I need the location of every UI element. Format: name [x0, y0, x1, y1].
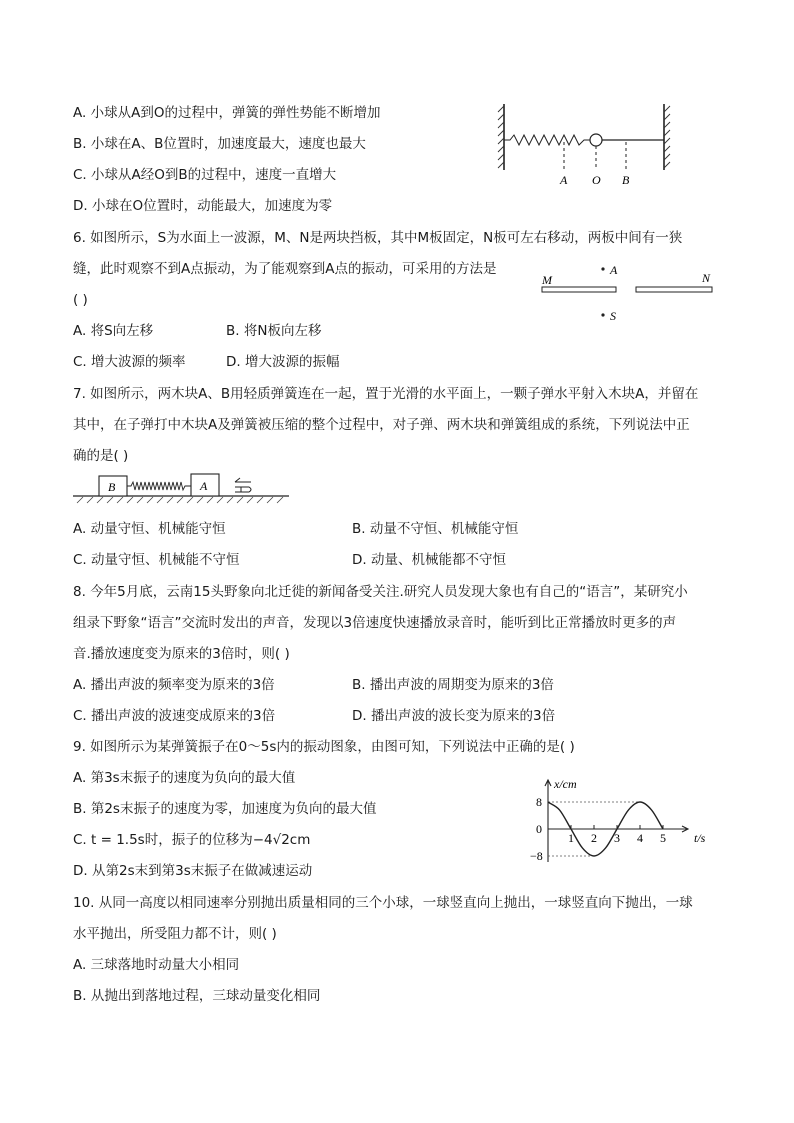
q8-option-c: C. 播出声波的波速变成原来的3倍	[73, 708, 276, 724]
q9-option-a: A. 第3s末振子的速度为负向的最大值	[73, 770, 296, 786]
q10-stem-line2: 水平抛出，所受阻力都不计，则( )	[73, 926, 277, 942]
q9-option-b: B. 第2s末振子的速度为零，加速度为负向的最大值	[73, 801, 377, 817]
q8-stem-line1: 8. 今年5月底，云南15头野象向北迁徙的新闻备受关注.研究人员发现大象也有自己的“语言”，某研究小	[73, 584, 688, 600]
q7-stem-line1: 7. 如图所示，两木块A、B用轻质弹簧连在一起，置于光滑的水平面上，一颗子弹水平射入木块A，并留在	[73, 386, 699, 402]
y-tick-label: 0	[536, 822, 542, 836]
label-b: B	[622, 173, 630, 187]
q8-option-d: D. 播出声波的波长变为原来的3倍	[352, 708, 556, 724]
y-tick-label: 8	[536, 795, 542, 809]
y-tick-label: −8	[530, 849, 543, 863]
q10-option-b: B. 从抛出到落地过程，三球动量变化相同	[73, 988, 321, 1004]
y-axis-label: x/cm	[554, 777, 577, 791]
x-tick-label: 1	[568, 831, 574, 845]
x-tick-label: 5	[660, 831, 666, 845]
blocks-spring-figure	[73, 472, 291, 506]
label-m: M	[542, 273, 552, 287]
q6-option-a: A. 将S向左移	[73, 323, 154, 339]
x-axis-label: t/s	[694, 831, 706, 845]
spring	[127, 482, 191, 490]
x-tick-label: 4	[637, 831, 643, 845]
ball	[590, 134, 602, 146]
q9-option-c: C. t = 1.5s时，振子的位移为−4√2cm	[73, 832, 311, 848]
bullet-icon	[235, 478, 251, 492]
label-n: N	[702, 271, 711, 285]
q10-stem-line1: 10. 从同一高度以相同速率分别抛出质量相同的三个小球，一球竖直向上抛出，一球竖直向下抛出，一球	[73, 895, 693, 911]
spring-oscillator-figure	[498, 104, 674, 188]
q9-stem: 9. 如图所示为某弹簧振子在0～5s内的振动图象，由图可知，下列说法中正确的是( )	[73, 739, 575, 755]
q6-option-c: C. 增大波源的频率	[73, 354, 186, 370]
q10-option-a: A. 三球落地时动量大小相同	[73, 957, 240, 973]
x-tick-label: 2	[591, 831, 597, 845]
q8-option-a: A. 播出声波的频率变为原来的3倍	[73, 677, 275, 693]
q5-option-a: A. 小球从A到O的过程中，弹簧的弹性势能不断增加	[73, 105, 381, 121]
label-block-a: A	[200, 479, 208, 493]
q6-option-b: B. 将N板向左移	[226, 323, 322, 339]
q5-option-d: D. 小球在O位置时，动能最大，加速度为零	[73, 198, 333, 214]
wave-slit-figure	[540, 260, 720, 330]
q7-option-a: A. 动量守恒、机械能守恒	[73, 521, 226, 537]
barrier-n	[636, 287, 712, 292]
label-point-a: A	[610, 263, 618, 277]
label-a: A	[560, 173, 568, 187]
label-block-b: B	[108, 480, 116, 494]
q9-option-d: D. 从第2s末到第3s末振子在做减速运动	[73, 863, 313, 879]
q5-option-b: B. 小球在A、B位置时，加速度最大，速度也最大	[73, 136, 366, 152]
q7-option-c: C. 动量守恒、机械能不守恒	[73, 552, 240, 568]
point-a	[601, 267, 604, 270]
q7-option-b: B. 动量不守恒、机械能守恒	[352, 521, 519, 537]
q5-option-c: C. 小球从A经O到B的过程中，速度一直增大	[73, 167, 337, 183]
label-source-s: S	[610, 309, 616, 323]
q6-option-d: D. 增大波源的振幅	[226, 354, 340, 370]
q7-stem-line3: 确的是( )	[73, 448, 129, 464]
q6-stem-line2: 缝，此时观察不到A点振动，为了能观察到A点的振动，可采用的方法是	[73, 261, 497, 277]
q8-stem-line2: 组录下野象“语言”交流时发出的声音，发现以3倍速度快速播放录音时，能听到比正常播放时更多的声	[73, 615, 677, 631]
vibration-graph	[528, 772, 718, 868]
x-tick-label: 3	[614, 831, 620, 845]
spring	[504, 135, 590, 145]
q6-stem-line1: 6. 如图所示，S为水面上一波源，M、N是两块挡板，其中M板固定，N板可左右移动，两板中间有一狭	[73, 230, 683, 246]
q7-stem-line2: 其中，在子弹打中木块A及弹簧被压缩的整个过程中，对子弹、两木块和弹簧组成的系统，下列说法中正	[73, 417, 690, 433]
source-s	[601, 313, 604, 316]
barrier-m	[542, 287, 616, 292]
q8-stem-line3: 音.播放速度变为原来的3倍时，则( )	[73, 646, 290, 662]
q8-option-b: B. 播出声波的周期变为原来的3倍	[352, 677, 554, 693]
label-o: O	[592, 173, 601, 187]
q6-answer-bracket: ( )	[73, 292, 88, 308]
q7-option-d: D. 动量、机械能都不守恒	[352, 552, 506, 568]
